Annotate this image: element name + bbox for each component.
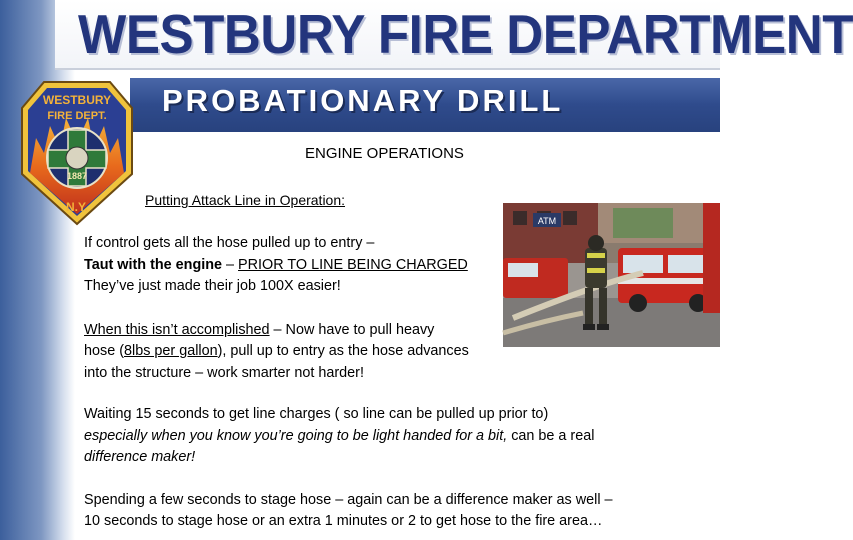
p1-taut-text: Taut with the engine bbox=[84, 256, 223, 273]
p2-f: into the structure – work smarter not harder! bbox=[84, 364, 364, 381]
p2-c: hose ( bbox=[84, 343, 124, 359]
badge-bottom-text: N.Y. bbox=[65, 200, 89, 214]
p3-d: difference maker! bbox=[84, 449, 196, 465]
department-title: WESTBURY FIRE DEPARTMENT bbox=[78, 3, 853, 65]
badge-top-text: WESTBURY bbox=[42, 93, 112, 107]
p2-lead: When this isn’t accomplished bbox=[84, 321, 270, 338]
p4-a: Spending a few seconds to stage hose – again can be a difference maker as well – bbox=[84, 491, 613, 508]
paragraph-staging bbox=[84, 490, 699, 533]
p4-b: 10 seconds to stage hose or an extra 1 minutes or 2 to get hose to the fire area… bbox=[84, 513, 603, 529]
fire-department-badge bbox=[16, 78, 138, 228]
body-text bbox=[84, 233, 699, 533]
p3-c: can be a real bbox=[507, 427, 595, 444]
badge-year: 1887 bbox=[66, 171, 88, 181]
p1-prior-text: PRIOR TO LINE BEING CHARGED bbox=[238, 256, 468, 273]
p1-dash: – bbox=[222, 256, 239, 273]
p3-italic: especially when you know you’re going to be light handed for a bit, bbox=[84, 427, 508, 444]
paragraph-waiting bbox=[84, 404, 699, 469]
p1-line3: They’ve just made their job 100X easier! bbox=[84, 278, 341, 294]
paragraph-not-accomplished bbox=[84, 320, 699, 385]
p2-weight: 8lbs per gallon bbox=[124, 343, 218, 359]
badge-mid-text: FIRE DEPT. bbox=[47, 110, 107, 122]
drill-title: PROBATIONARY DRILL bbox=[162, 83, 564, 118]
section-subtitle: ENGINE OPERATIONS bbox=[305, 145, 464, 162]
section-heading: Putting Attack Line in Operation: bbox=[145, 192, 346, 208]
p1-line1: If control gets all the hose pulled up to entry – bbox=[84, 235, 375, 251]
atm-sign-text: ATM bbox=[537, 216, 557, 226]
p3-a: Waiting 15 seconds to get line charges ( so line can be pulled up prior to) bbox=[84, 406, 549, 422]
paragraph-charge-line bbox=[84, 233, 699, 298]
p2-e: ), pull up to entry as the hose advances bbox=[217, 343, 469, 359]
p2-b: – Now have to pull heavy bbox=[269, 321, 435, 338]
